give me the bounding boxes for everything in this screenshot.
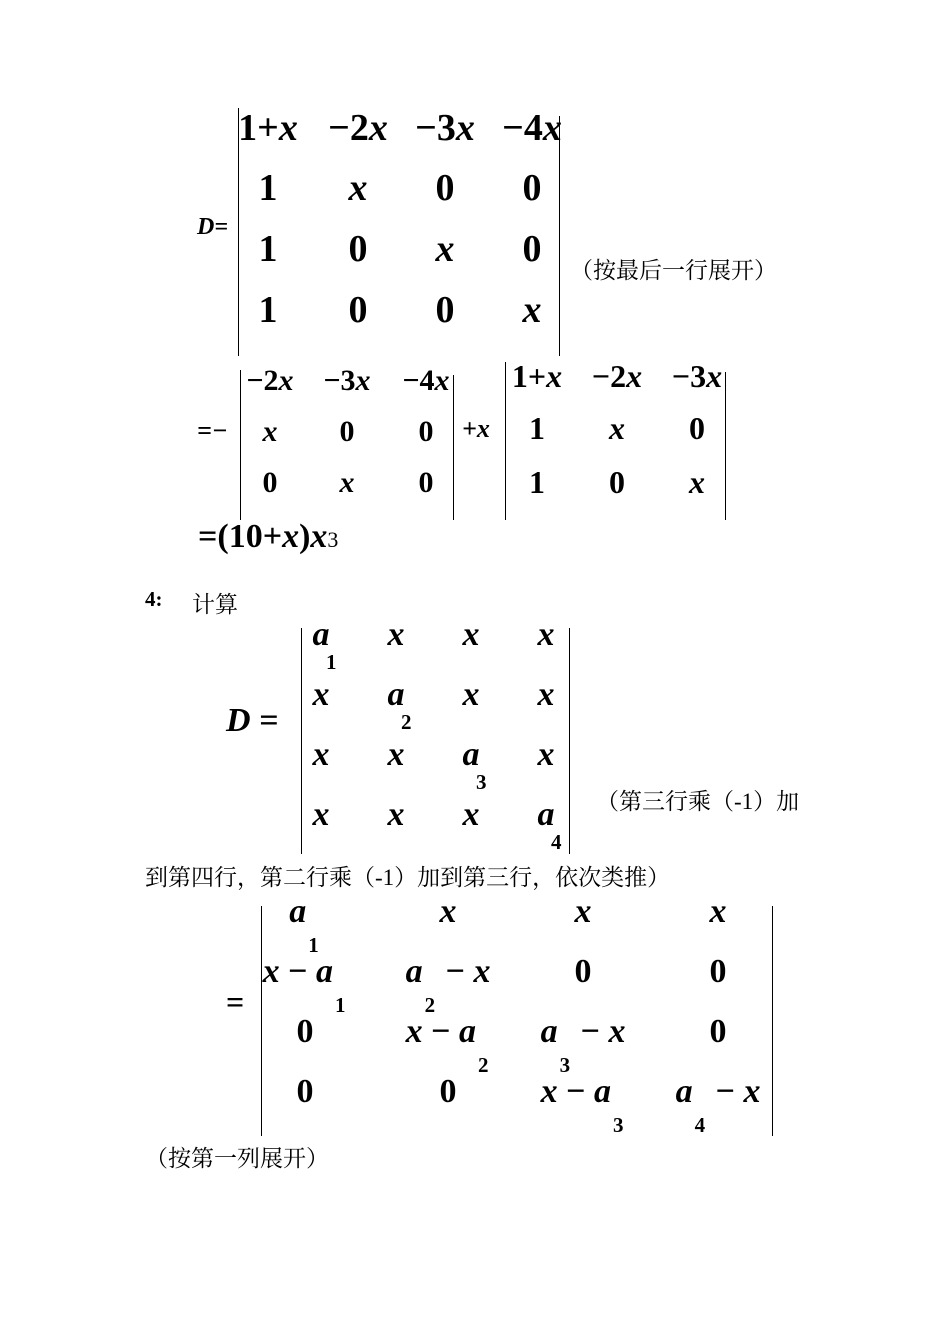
det1-cell-r4c1: 1: [258, 289, 278, 331]
det2-cell-r2c1: x: [312, 676, 330, 713]
det3-subscript: 1: [334, 993, 346, 1017]
det2-cell-r2c3: x: [462, 676, 480, 713]
minor2-cell-r2c3: 0: [689, 410, 705, 446]
det3-note: （按第一列展开）: [145, 1146, 329, 1171]
det2-cell-r1c4: x: [537, 616, 555, 653]
problem-number: 4:: [145, 587, 163, 611]
det3-subscript: 4: [694, 1113, 706, 1137]
det2-cell-r2c4: x: [537, 676, 555, 713]
det2-note-part2: 到第四行，第二行乘（-1）加到第三行，依次类推）: [145, 865, 671, 890]
det3-subscript: 2: [424, 993, 436, 1017]
det1-cell-r1c4: −4x: [502, 107, 562, 149]
det2-subscript-4: 4: [551, 830, 562, 854]
det3-cell-r3c1: 0: [296, 1013, 314, 1050]
m2-left-bar: [505, 362, 506, 520]
det2-cell-r4c3: x: [462, 796, 480, 833]
det1-cell-r1c3: −3x: [415, 107, 475, 149]
minor2-cell-r3c2: 0: [609, 464, 625, 500]
minor1-cell-r1c3: −4x: [402, 364, 450, 397]
minor2-cell-r3c1: 1: [529, 464, 545, 500]
det1-cell-r1c1: 1+x: [238, 107, 298, 149]
det3-subscript: 1: [308, 933, 319, 957]
det3-cell-r1c4: x: [709, 893, 727, 930]
det2-cell-r4c2: x: [387, 796, 405, 833]
det2-cell-r1c1: a: [312, 616, 330, 653]
det3-cell-r1c2: x: [439, 893, 457, 930]
det1-right-bar: [559, 116, 560, 356]
det1-cell-r2c1: 1: [258, 167, 278, 209]
det3-cell-r3c2: $x - a_2$: [405, 1013, 489, 1077]
minor1-cell-r2c1: x: [262, 415, 278, 448]
det3-prefix: =: [226, 984, 245, 1020]
det1-cell-r2c2: x: [348, 167, 368, 209]
det1-cell-r4c4: x: [522, 289, 542, 331]
det2-label: D =: [226, 702, 279, 739]
det2-cell-r3c2: x: [387, 736, 405, 773]
det2-cell-r1c2: x: [387, 616, 405, 653]
result-expression: =(10+x)x: [198, 518, 328, 555]
det2-subscript-3: 3: [476, 770, 487, 794]
det2-cell-r3c3: a: [462, 736, 480, 773]
det3-cell-r2c2: $a_2 - x$: [405, 953, 491, 1017]
det1-cell-r4c3: 0: [435, 289, 455, 331]
minor1-cell-r2c2: 0: [339, 415, 355, 448]
det2-subscript-1: 1: [326, 650, 337, 674]
minor2-cell-r1c3: −3x: [671, 358, 723, 394]
minor1-cell-r3c1: 0: [262, 466, 278, 499]
m2-right-bar: [725, 372, 726, 520]
result-exponent: 3: [327, 527, 339, 552]
minor1-cell-r1c2: −3x: [323, 364, 371, 397]
det3-cell-r1c3: x: [574, 893, 592, 930]
minor2-cell-r1c2: −2x: [591, 358, 643, 394]
det3-subscript: 2: [477, 1053, 489, 1077]
minor2-cell-r3c3: x: [689, 464, 705, 500]
det1-cell-r3c2: 0: [348, 228, 368, 270]
det2-note-part1: （第三行乘（-1）加: [596, 789, 800, 814]
det1-cell-r4c2: 0: [348, 289, 368, 331]
det3-cell-r2c3: 0: [574, 953, 592, 990]
det2-cell-r2c2: a: [387, 676, 405, 713]
det3-cell-r3c3: $a_3 - x$: [540, 1013, 626, 1077]
det3-cell-r4c1: 0: [296, 1073, 314, 1110]
det1-note: （按最后一行展开）: [570, 258, 777, 283]
det2-cell-r4c1: x: [312, 796, 330, 833]
det1-cell-r2c4: 0: [522, 167, 542, 209]
det1-label: D=: [197, 214, 229, 240]
det3-cell-r1c1: $a_1$: [289, 893, 319, 957]
det3-cell-r2c1: $x - a_1$: [262, 953, 346, 1017]
det3-cell-r2c4: 0: [709, 953, 727, 990]
det2-subscript-2: 2: [401, 710, 412, 734]
det2-cell-r3c4: x: [537, 736, 555, 773]
det1-cell-r3c4: 0: [522, 228, 542, 270]
det1-cell-r2c3: 0: [435, 167, 455, 209]
det3-cell-r4c4: $a_4 - x$: [675, 1073, 761, 1137]
minor1-cell-r3c3: 0: [418, 466, 434, 499]
minor2-cell-r2c2: x: [609, 410, 625, 446]
det3-left-bar: [261, 906, 262, 1136]
det3-right-bar: [772, 906, 773, 1136]
minor1-cell-r3c2: x: [339, 466, 355, 499]
problem-title: 计算: [192, 592, 238, 617]
result-line: [198, 518, 338, 556]
det1-cell-r3c3: x: [435, 228, 455, 270]
det2-cell-r1c3: x: [462, 616, 480, 653]
m1-left-bar: [240, 370, 241, 520]
det1-cell-r1c2: −2x: [328, 107, 388, 149]
det2-cell-r4c4: a: [537, 796, 555, 833]
minor1-cell-r1c1: −2x: [246, 364, 294, 397]
det2-cell-r3c1: x: [312, 736, 330, 773]
m1-right-bar: [453, 375, 454, 520]
minor2-cell-r1c1: 1+x: [511, 358, 563, 394]
det3-cell-r4c3: $x - a_3$: [540, 1073, 624, 1137]
det2-left-bar: [301, 628, 302, 854]
det3-subscript: 3: [612, 1113, 624, 1137]
det1-cell-r3c1: 1: [258, 228, 278, 270]
expansion-plus: +x: [462, 414, 490, 443]
det3-cell-r4c2: 0: [439, 1073, 457, 1110]
det3-subscript: 3: [559, 1053, 571, 1077]
minor2-cell-r2c1: 1: [529, 410, 545, 446]
det3-cell-r3c4: 0: [709, 1013, 727, 1050]
expansion-prefix: =−: [197, 416, 228, 445]
minor1-cell-r2c3: 0: [418, 415, 434, 448]
det2-right-bar: [569, 628, 570, 854]
